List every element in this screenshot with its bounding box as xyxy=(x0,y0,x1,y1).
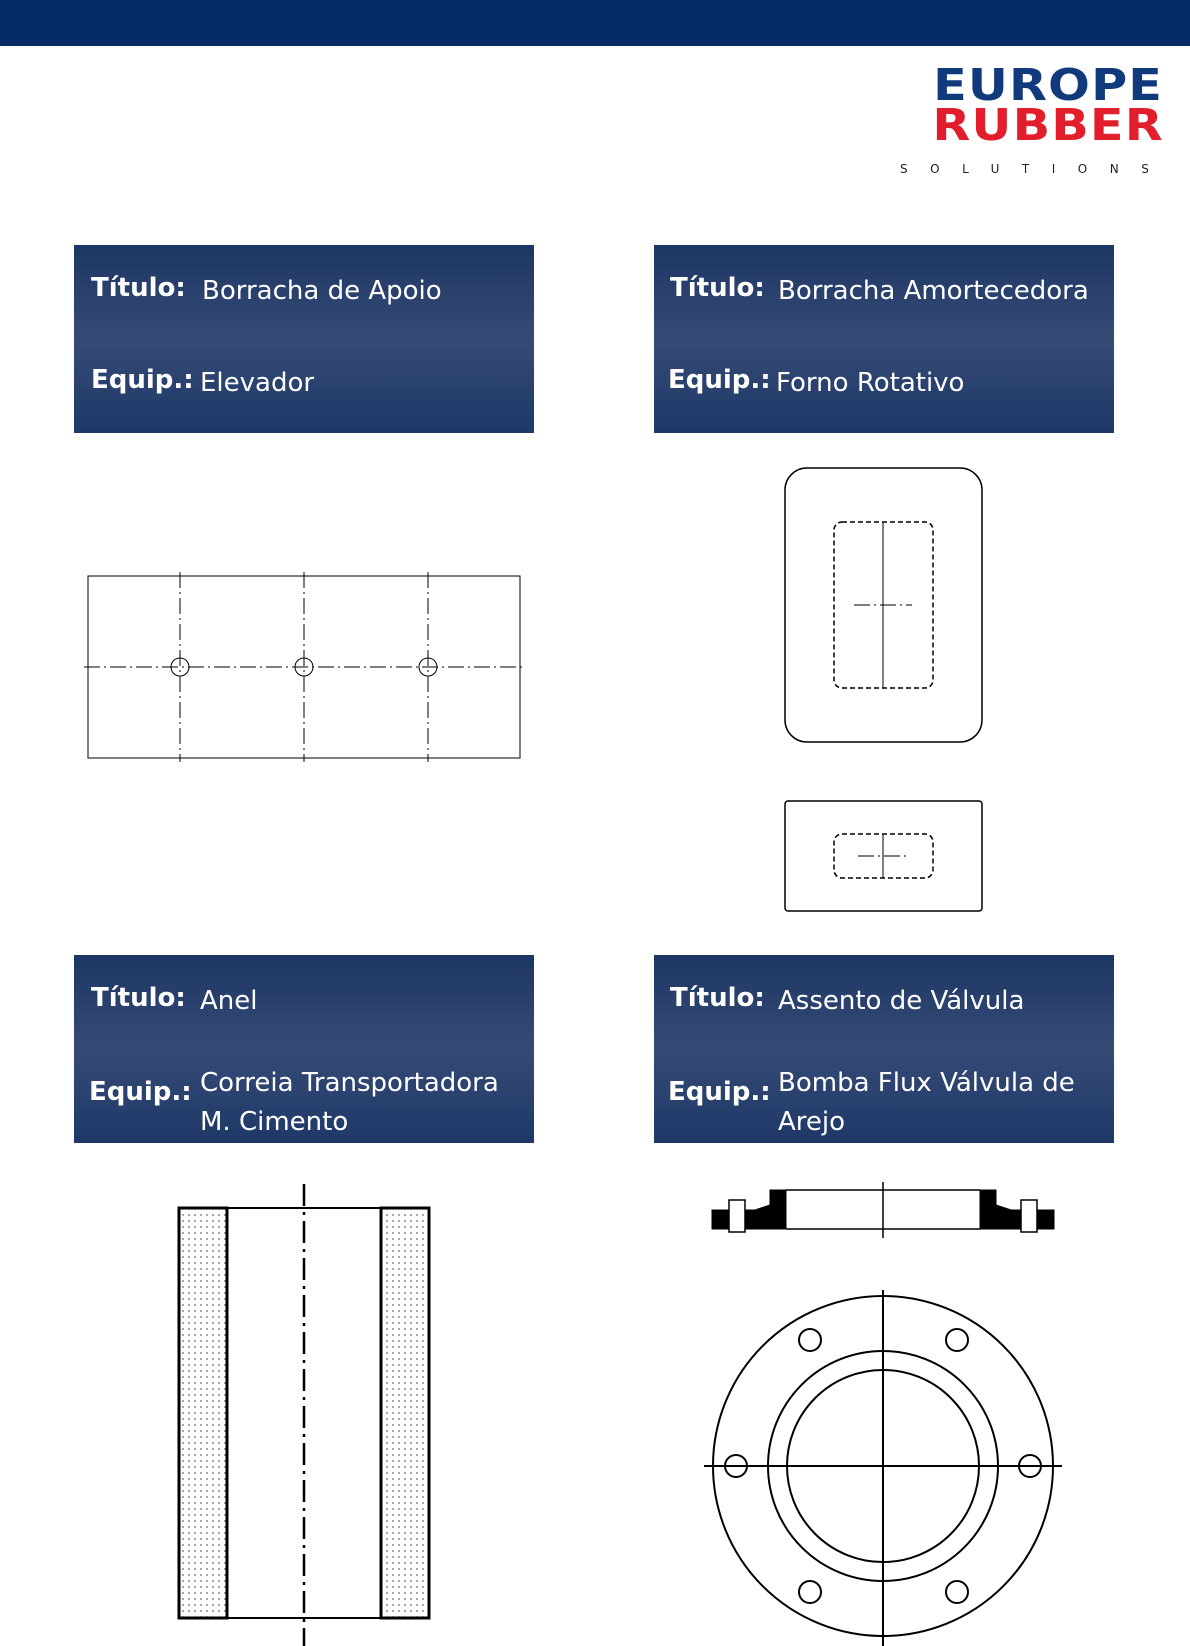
logo-line-europe: EUROPE xyxy=(933,60,1164,111)
equip-value: Elevador xyxy=(200,368,315,398)
logo-line-solutions: SOLUTIONS xyxy=(900,162,1172,176)
equip-value: Forno Rotativo xyxy=(776,368,965,398)
drawing-assento-de-valvula-frente xyxy=(704,1290,1062,1646)
drawing-borracha-amortecedora xyxy=(785,468,982,911)
logo-line-rubber: RUBBER xyxy=(932,100,1164,151)
title-value: Anel xyxy=(200,986,258,1016)
title-value: Assento de Válvula xyxy=(778,986,1025,1016)
equip-value-line2: Arejo xyxy=(778,1107,846,1137)
equip-value-line1: Correia Transportadora xyxy=(200,1068,499,1098)
drawing-borracha-de-apoio xyxy=(84,572,524,762)
equip-value-line2: M. Cimento xyxy=(200,1107,349,1137)
title-label: Título: xyxy=(91,983,186,1013)
equip-label: Equip.: xyxy=(89,1077,192,1107)
drawing-assento-de-valvula-perfil xyxy=(712,1182,1054,1238)
title-label: Título: xyxy=(670,273,765,303)
equip-value-line1: Bomba Flux Válvula de xyxy=(778,1068,1075,1098)
drawing-anel xyxy=(179,1184,429,1646)
equip-label: Equip.: xyxy=(668,365,771,395)
equip-label: Equip.: xyxy=(91,365,194,395)
title-value: Borracha de Apoio xyxy=(202,276,442,306)
title-label: Título: xyxy=(91,273,186,303)
title-label: Título: xyxy=(670,983,765,1013)
title-value: Borracha Amortecedora xyxy=(778,276,1089,306)
equip-label: Equip.: xyxy=(668,1077,771,1107)
